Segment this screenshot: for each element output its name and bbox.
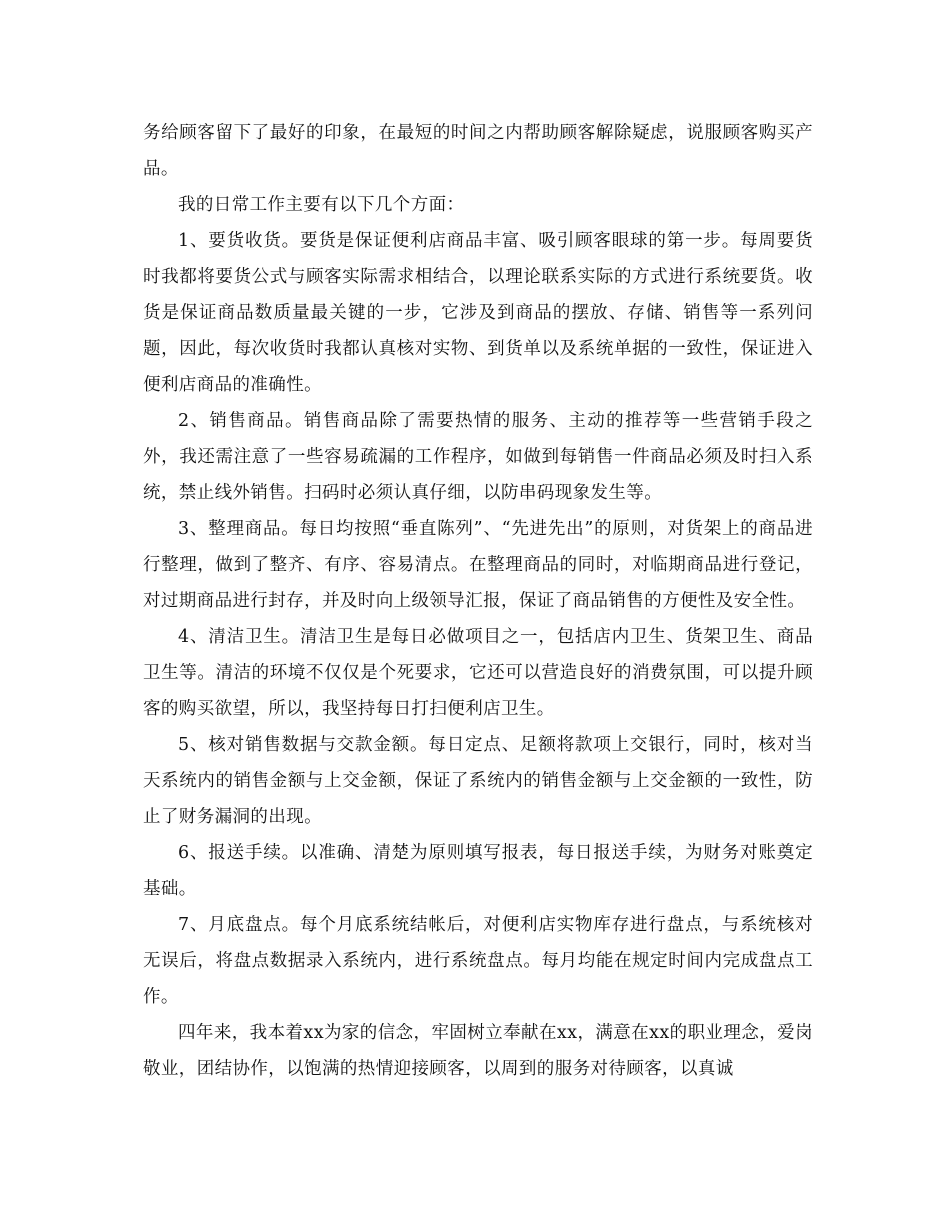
paragraph-item-4: 4、清洁卫生。清洁卫生是每日必做项目之一，包括店内卫生、货架卫生、商品卫生等。清洁的环境不仅仅是个死要求，它还可以营造良好的消费氛围，可以提升顾客的购买欲望，所以，我坚持每日打扫便利店卫生。 xyxy=(143,627,813,719)
document-body xyxy=(143,115,813,1087)
paragraph-summary: 四年来，我本着xx为家的信念，牢固树立奉献在xx，满意在xx的职业理念，爱岗敬业，团结协作，以饱满的热情迎接顾客，以周到的服务对待顾客，以真诚 xyxy=(143,1023,813,1079)
paragraph-item-2: 2、销售商品。销售商品除了需要热情的服务、主动的推荐等一些营销手段之外，我还需注意了一些容易疏漏的工作程序，如做到每销售一件商品必须及时扫入系统，禁止线外销售。扫码时必须认真仔细，以防串码现象发生等。 xyxy=(143,411,813,503)
paragraph-item-6: 6、报送手续。以准确、清楚为原则填写报表，每日报送手续，为财务对账奠定基础。 xyxy=(143,843,813,899)
paragraph-intro: 我的日常工作主要有以下几个方面： xyxy=(178,195,465,215)
paragraph-continuation: 务给顾客留下了最好的印象，在最短的时间之内帮助顾客解除疑虑，说服顾客购买产品。 xyxy=(143,123,813,179)
paragraph-item-3: 3、整理商品。每日均按照“垂直陈列”、“先进先出”的原则，对货架上的商品进行整理，做到了整齐、有序、容易清点。在整理商品的同时，对临期商品进行登记，对过期商品进行封存，并及时向上级领导汇报，保证了商品销售的方便性及安全性。 xyxy=(143,519,813,611)
paragraph-item-7: 7、月底盘点。每个月底系统结帐后，对便利店实物库存进行盘点，与系统核对无误后，将盘点数据录入系统内，进行系统盘点。每月均能在规定时间内完成盘点工作。 xyxy=(143,915,813,1007)
paragraph-item-1: 1、要货收货。要货是保证便利店商品丰富、吸引顾客眼球的第一步。每周要货时我都将要货公式与顾客实际需求相结合，以理论联系实际的方式进行系统要货。收货是保证商品数质量最关键的一步，它涉及到商品的摆放、存储、销售等一系列问题，因此，每次收货时我都认真核对实物、到货单以及系统单据的一致性，保证进入便利店商品的准确性。 xyxy=(143,231,813,395)
paragraph-item-5: 5、核对销售数据与交款金额。每日定点、足额将款项上交银行，同时，核对当天系统内的销售金额与上交金额，保证了系统内的销售金额与上交金额的一致性，防止了财务漏洞的出现。 xyxy=(143,735,813,827)
